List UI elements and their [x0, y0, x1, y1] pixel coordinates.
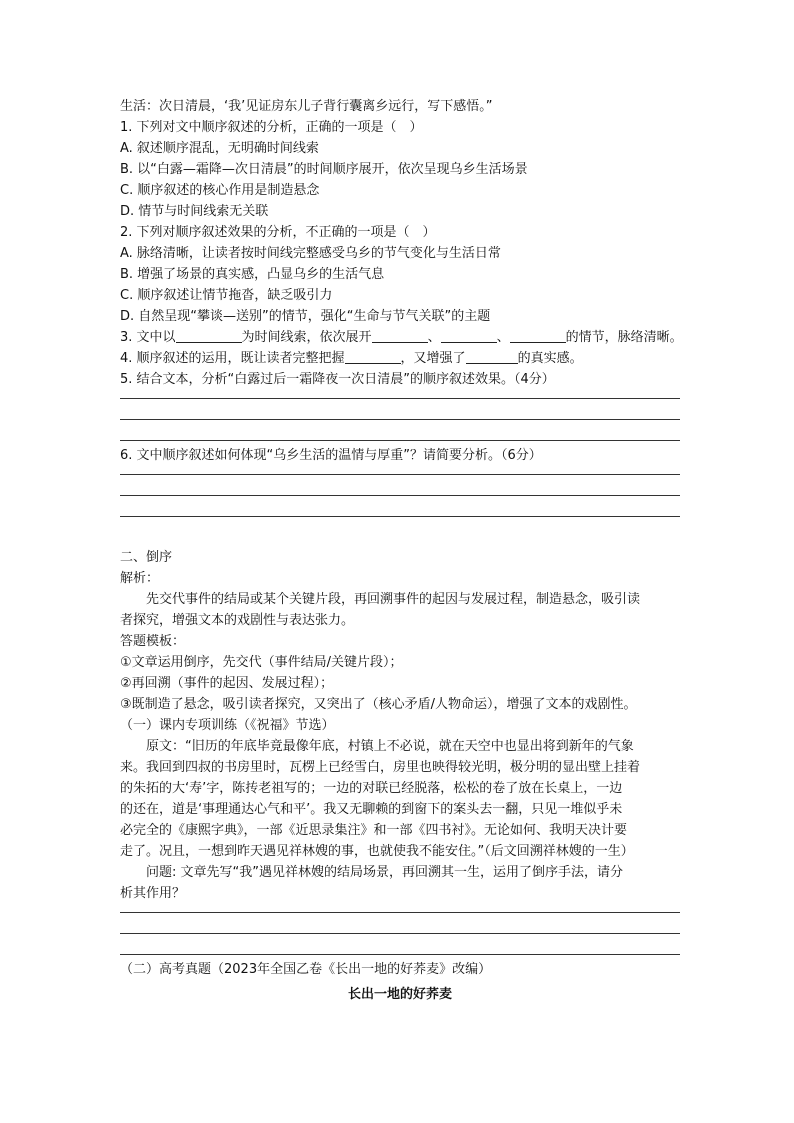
q3: [120, 327, 683, 348]
section-heading: 二、倒序: [120, 550, 173, 565]
q3-text-4: 、: [496, 330, 510, 345]
excerpt-line: 来。我回到四叔的书房里时，瓦楞上已经雪白，房里也映得较光明，极分明的显出壁上挂着: [120, 760, 641, 775]
q1-option-d: D. 情节与时间线索无关联: [120, 204, 269, 219]
question-line: 析其作用？: [120, 886, 186, 901]
excerpt-line: 原文：“旧历的年底毕竟最像年底，村镇上不必说，就在天空中也显出将到新年的气象: [146, 739, 634, 754]
q4-text-2: ，又增强了: [400, 351, 466, 366]
analysis-label: 解析：: [120, 571, 160, 586]
worksheet-page: [120, 96, 683, 1005]
q4-text-3: 的真实感。: [517, 351, 583, 366]
passage-title: 长出一地的好荞麦: [347, 987, 452, 1002]
template-step: ①文章运用倒序，先交代（事件结局/关键片段）；: [120, 655, 403, 670]
analysis-line: 者探究，增强文本的戏剧性与表达张力。: [120, 613, 355, 628]
q2-option-a: A. 脉络清晰，让读者按时间线完整感受乌乡的节气变化与生活日常: [120, 246, 501, 261]
excerpt-line: 的还在，道是‘事理通达心气和平’。我又无聊赖的到窗下的案头去一翻，只见一堆似乎未: [120, 802, 623, 817]
q4-text-1: 4. 顺序叙述的运用，既让读者完整把握: [120, 351, 345, 366]
intro-tail: 生活：次日清晨，‘我’见证房东儿子背行囊离乡远行，写下感悟。”: [120, 99, 493, 114]
q3-blank-1[interactable]: [176, 328, 242, 343]
q5-stem: 5. 结合文本，分析“白露过后一霜降夜一次日清晨”的顺序叙述效果。（4分）: [120, 372, 555, 387]
template-step: ③既制造了悬念，吸引读者探究，又突出了（核心矛盾/人物命运），增强了文本的戏剧性。: [120, 697, 637, 712]
q3-text-5: 的情节，脉络清晰。: [565, 330, 683, 345]
q1-option-b: B. 以“白露—霜降—次日清晨”的时间顺序展开，依次呈现乌乡生活场景: [120, 162, 528, 177]
q2-option-b: B. 增强了场景的真实感，凸显乌乡的生活气息: [120, 267, 385, 282]
subsection-title: （一）课内专项训练（《祝福》节选）: [120, 718, 335, 733]
excerpt-line: 必完全的《康熙字典》，一部《近思录集注》和一部《四书衬》。无论如何、我明天决计要: [120, 823, 628, 838]
q3-blank-4[interactable]: [510, 328, 566, 343]
q4: [120, 348, 680, 369]
q6-stem: 6. 文中顺序叙述如何体现“乌乡生活的温情与厚重”？请简要分析。（6分）: [120, 448, 542, 463]
q4-blank-1[interactable]: [345, 349, 401, 364]
q1-option-c: C. 顺序叙述的核心作用是制造悬念: [120, 183, 320, 198]
excerpt-line: 走了。况且，一想到昨天遇见祥林嫂的事，也就使我不能安住。”（后文回溯祥林嫂的一生）: [120, 844, 634, 859]
q4-blank-2[interactable]: [466, 349, 518, 364]
q3-blank-2[interactable]: [372, 328, 428, 343]
q2-option-c: C. 顺序叙述让情节拖沓，缺乏吸引力: [120, 288, 333, 303]
subsection-title: （二）高考真题（2023年全国乙卷《长出一地的好荞麦》改编）: [120, 962, 492, 977]
template-label: 答题模板：: [120, 634, 186, 649]
q3-blank-3[interactable]: [441, 328, 497, 343]
q2-option-d: D. 自然呈现“攀谈—送别”的情节，强化“生命与节气关联”的主题: [120, 309, 491, 324]
q1-stem: 1. 下列对文中顺序叙述的分析，正确的一项是（ ）: [120, 120, 423, 135]
analysis-line: 先交代事件的结局或某个关键片段，再回溯事件的起因与发展过程，制造悬念，吸引读: [146, 592, 641, 607]
q3-text-1: 3. 文中以: [120, 330, 176, 345]
question-line: 问题: 文章先写“我”遇见祥林嫂的结局场景，再回溯其一生，运用了倒序手法，请分: [146, 865, 623, 880]
excerpt-line: 的朱拓的大‘寿’字，陈抟老祖写的；一边的对联已经脱落，松松的卷了放在长桌上，一边: [120, 781, 623, 796]
q3-text-3: 、: [427, 330, 441, 345]
q2-stem: 2. 下列对顺序叙述效果的分析，不正确的一项是（ ）: [120, 225, 436, 240]
template-step: ②再回溯（事件的起因、发展过程）；: [120, 676, 334, 691]
q3-text-2: 为时间线索，依次展开: [241, 330, 372, 345]
q1-option-a: A. 叙述顺序混乱，无明确时间线索: [120, 141, 319, 156]
